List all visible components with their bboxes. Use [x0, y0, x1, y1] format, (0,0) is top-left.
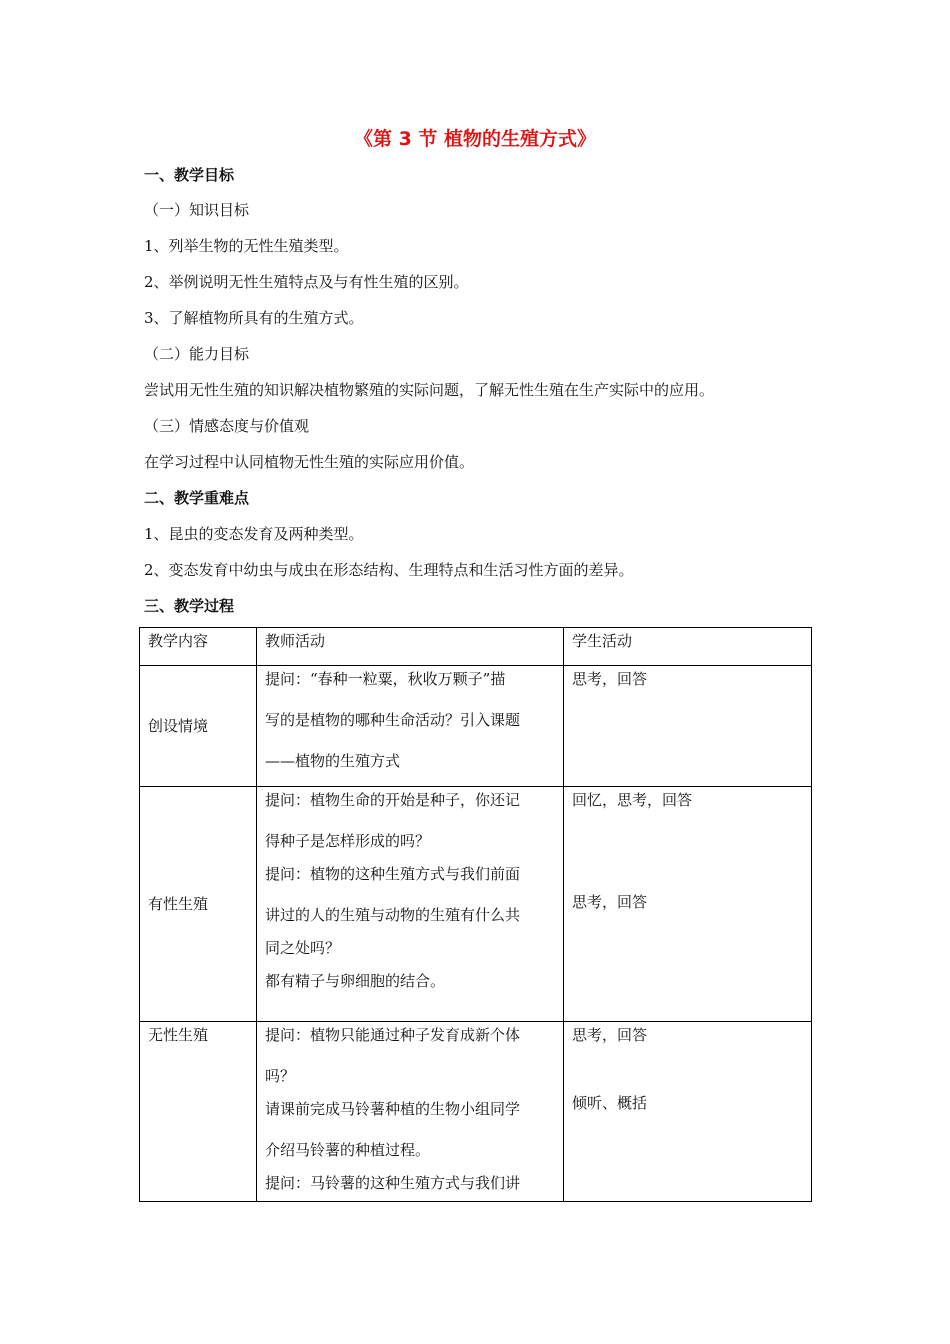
table-header-row [140, 628, 812, 666]
teacher-line: 写的是植物的哪种生命活动？引入课题 [265, 711, 521, 729]
key-point-2: 2、变态发育中幼虫与成虫在形态结构、生理特点和生活习性方面的差异。 [144, 561, 634, 579]
header-student: 学生活动 [572, 632, 633, 650]
key-point-1: 1、昆虫的变态发育及两种类型。 [144, 525, 364, 543]
knowledge-item-2: 2、举例说明无性生殖特点及与有性生殖的区别。 [144, 273, 469, 291]
teacher-line: 吗？ [265, 1067, 296, 1085]
student-line: 思考，回答 [572, 1026, 648, 1044]
student-line: 倾听、概括 [572, 1094, 648, 1112]
header-content: 教学内容 [148, 632, 209, 650]
row-content-label: 创设情境 [148, 717, 209, 735]
teacher-line: 得种子是怎样形成的吗？ [265, 832, 431, 850]
teaching-process-table [139, 627, 812, 1202]
subheading-ability: （二）能力目标 [144, 345, 250, 363]
section-heading-objectives: 一、教学目标 [144, 166, 235, 184]
subheading-attitude: （三）情感态度与价值观 [144, 417, 310, 435]
teacher-line: 提问：“春种一粒粟，秋收万颗子”描 [265, 670, 506, 688]
teacher-line: 请课前完成马铃薯种植的生物小组同学 [265, 1100, 521, 1118]
document-title: 《第 3 节 植物的生殖方式》 [353, 128, 597, 150]
ability-text: 尝试用无性生殖的知识解决植物繁殖的实际问题，了解无性生殖在生产实际中的应用。 [144, 381, 715, 399]
table-row [140, 1022, 812, 1202]
teacher-line: 提问：植物只能通过种子发育成新个体 [265, 1026, 521, 1044]
knowledge-item-1: 1、列举生物的无性生殖类型。 [144, 237, 349, 255]
row-content-label: 无性生殖 [148, 1026, 209, 1044]
teacher-line: ——植物的生殖方式 [265, 752, 401, 770]
teacher-line: 提问：植物生命的开始是种子，你还记 [265, 791, 521, 809]
teacher-line: 提问：马铃薯的这种生殖方式与我们讲 [265, 1174, 521, 1192]
subheading-knowledge: （一）知识目标 [144, 201, 250, 219]
table-row [140, 666, 812, 787]
teacher-line: 都有精子与卵细胞的结合。 [265, 972, 446, 990]
row-content-label: 有性生殖 [148, 895, 209, 913]
student-line: 回忆，思考，回答 [572, 791, 693, 809]
attitude-text: 在学习过程中认同植物无性生殖的实际应用价值。 [144, 453, 475, 471]
teacher-line: 提问：植物的这种生殖方式与我们前面 [265, 865, 521, 883]
header-teacher: 教师活动 [265, 632, 326, 650]
student-line: 思考，回答 [572, 893, 648, 911]
section-heading-process: 三、教学过程 [144, 597, 235, 615]
teacher-line: 讲过的人的生殖与动物的生殖有什么共 [265, 906, 521, 924]
teacher-line: 同之处吗？ [265, 939, 341, 957]
section-heading-key-points: 二、教学重难点 [144, 489, 250, 507]
student-line: 思考，回答 [572, 670, 648, 688]
table-row [140, 787, 812, 1022]
knowledge-item-3: 3、了解植物所具有的生殖方式。 [144, 309, 364, 327]
teacher-line: 介绍马铃薯的种植过程。 [265, 1141, 431, 1159]
